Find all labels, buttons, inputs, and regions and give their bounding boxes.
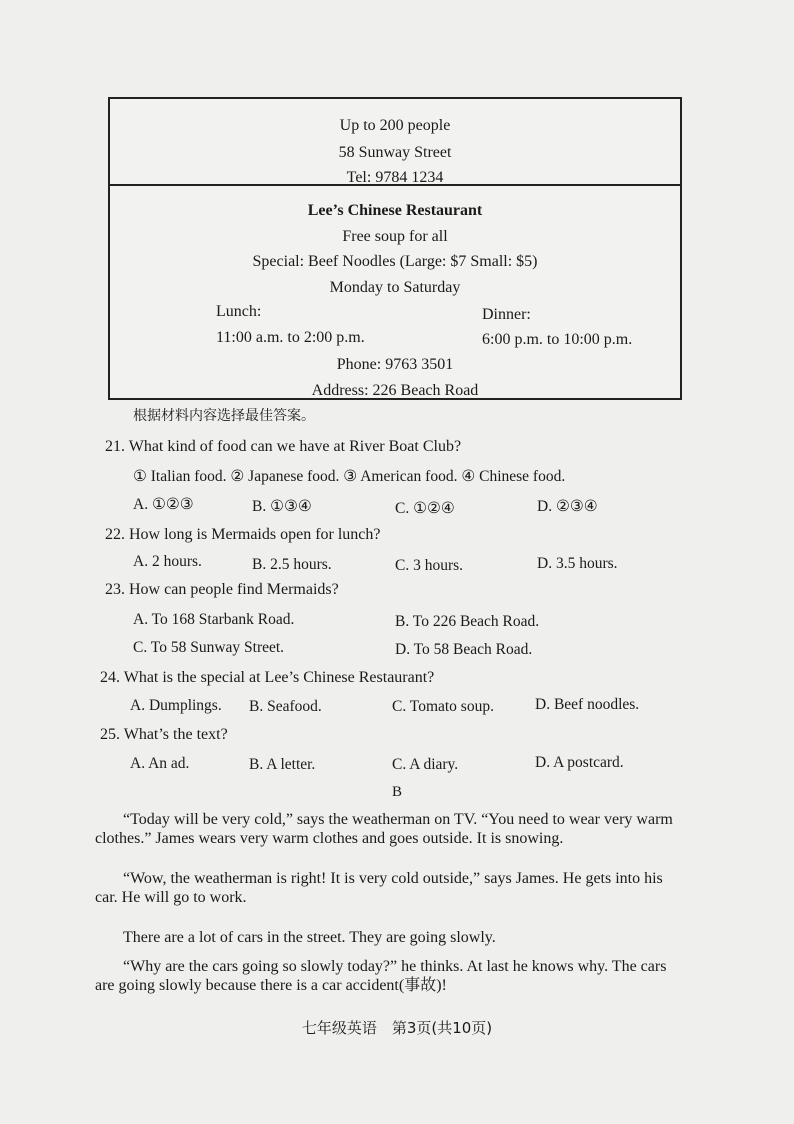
question-21: 21. What kind of food can we have at River Boat Club? — [105, 438, 462, 455]
lee-restaurant-name: Lee’s Chinese Restaurant — [307, 202, 483, 219]
question-25: 25. What’s the text? — [100, 726, 228, 743]
question-22: 22. How long is Mermaids open for lunch? — [105, 526, 381, 543]
lee-lunch-label: Lunch: — [216, 303, 262, 320]
question-21-choices: ① Italian food. ② Japanese food. ③ American food. ④ Chinese food. — [133, 468, 566, 485]
question-22-option-a: A. 2 hours. — [133, 553, 202, 570]
lee-dinner-label: Dinner: — [482, 306, 531, 323]
lee-free-soup: Free soup for all — [342, 228, 448, 245]
question-21-option-b: B. ①③④ — [252, 498, 312, 515]
question-25-option-c: C. A diary. — [392, 756, 459, 773]
passage-paragraph-1: “Today will be very cold,” says the weatherman on TV. “You need to wear very warm clothes.” James wears very warm clothes and goes outside. It is snowing. — [95, 811, 673, 848]
question-24-option-c: C. Tomato soup. — [392, 698, 494, 715]
river-boat-club-section — [110, 99, 680, 186]
lee-special: Special: Beef Noodles (Large: $7 Small: $5) — [252, 253, 538, 270]
question-23-option-b: B. To 226 Beach Road. — [395, 613, 540, 630]
question-25-option-d: D. A postcard. — [535, 754, 624, 771]
advertisement-box — [108, 97, 682, 400]
question-24: 24. What is the special at Lee’s Chinese Restaurant? — [100, 669, 435, 686]
question-22-option-b: B. 2.5 hours. — [252, 556, 332, 573]
question-23: 23. How can people find Mermaids? — [105, 581, 339, 598]
passage-paragraph-2: “Wow, the weatherman is right! It is very cold outside,” says James. He gets into his car. He will go to work. — [95, 870, 663, 907]
question-21-option-d: D. ②③④ — [537, 498, 598, 515]
instruction-text: 根据材料内容选择最佳答案。 — [133, 408, 315, 424]
question-21-option-c: C. ①②④ — [395, 500, 455, 517]
question-23-option-d: D. To 58 Beach Road. — [395, 641, 533, 658]
question-23-option-c: C. To 58 Sunway Street. — [133, 639, 285, 656]
question-22-option-d: D. 3.5 hours. — [537, 555, 618, 572]
question-21-option-a: A. ①②③ — [133, 496, 194, 513]
passage-paragraph-4: “Why are the cars going so slowly today?” he thinks. At last he knows why. The cars are going slowly because there is a car accident(事故)! — [95, 958, 667, 995]
question-22-option-c: C. 3 hours. — [395, 557, 464, 574]
lee-days: Monday to Saturday — [329, 279, 461, 296]
ad-telephone: Tel: 9784 1234 — [346, 169, 444, 186]
ad-address: 58 Sunway Street — [338, 144, 452, 161]
question-25-option-b: B. A letter. — [249, 756, 316, 773]
lee-lunch-time: 11:00 a.m. to 2:00 p.m. — [216, 329, 365, 346]
question-23-option-a: A. To 168 Starbank Road. — [133, 611, 295, 628]
question-24-option-b: B. Seafood. — [249, 698, 322, 715]
question-24-option-a: A. Dumplings. — [130, 697, 222, 714]
page-footer: 七年级英语 第3页(共10页) — [301, 1019, 493, 1037]
lee-dinner-time: 6:00 p.m. to 10:00 p.m. — [482, 331, 633, 348]
question-24-option-d: D. Beef noodles. — [535, 696, 640, 713]
question-25-option-a: A. An ad. — [130, 755, 190, 772]
ad-capacity: Up to 200 people — [339, 117, 451, 134]
lee-phone: Phone: 9763 3501 — [336, 356, 454, 373]
section-b-heading: B — [391, 784, 402, 800]
passage-paragraph-3: There are a lot of cars in the street. They are going slowly. — [123, 929, 496, 946]
lee-address: Address: 226 Beach Road — [311, 382, 479, 399]
